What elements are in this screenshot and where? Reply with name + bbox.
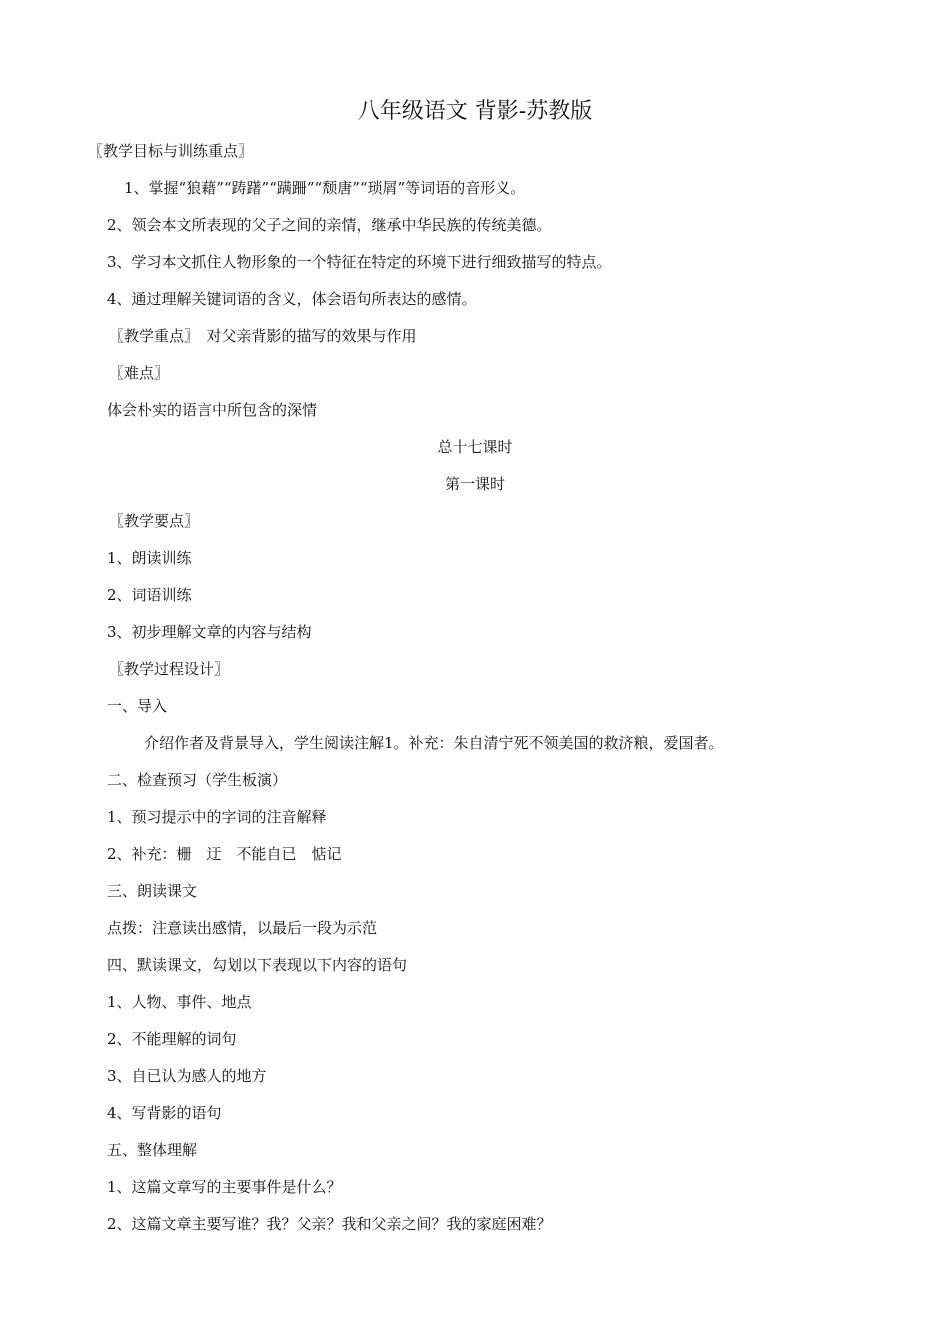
silent-reading-item-3: 3、自已认为感人的地方 (107, 1067, 267, 1085)
teaching-point-1: 1、朗读训练 (107, 549, 192, 567)
lesson-one-label: 第一课时 (444, 475, 505, 493)
objective-line-3: 3、学习本文抓住人物形象的一个特征在特定的环境下进行细致描写的特点。 (107, 253, 612, 271)
step-intro-heading: 一、导入 (107, 697, 168, 715)
teaching-point-2: 2、词语训练 (107, 586, 192, 604)
preview-item-2: 2、补充：栅 迂 不能自已 惦记 (107, 845, 342, 863)
difficulty-line: 体会朴实的语言中所包含的深情 (107, 401, 318, 419)
key-point-line: 〖教学重点〗 对父亲背影的描写的效果与作用 (109, 327, 417, 345)
section-heading-objectives: 〖教学目标与训练重点〗 (88, 142, 254, 160)
silent-reading-item-1: 1、人物、事件、地点 (107, 993, 252, 1011)
silent-reading-item-2: 2、不能理解的词句 (107, 1030, 237, 1048)
preview-item-1: 1、预习提示中的字词的注音解释 (107, 808, 327, 826)
overall-question-1: 1、这篇文章写的主要事件是什么？ (107, 1178, 342, 1196)
document-title: 八年级语文 背影-苏教版 (357, 99, 593, 124)
total-lessons-label: 总十七课时 (437, 438, 513, 456)
process-heading: 〖教学过程设计〗 (109, 660, 230, 678)
reading-hint: 点拨：注意读出感情，以最后一段为示范 (107, 919, 378, 937)
objective-line-4: 4、通过理解关键词语的含义，体会语句所表达的感情。 (107, 290, 477, 308)
step-silent-reading-heading: 四、默读课文，勾划以下表现以下内容的语句 (107, 956, 408, 974)
step-preview-heading: 二、检查预习（学生板演） (107, 771, 288, 789)
step-reading-heading: 三、朗读课文 (107, 882, 198, 900)
objective-line-1: 1、掌握“狼藉”“踌躇”“蹒跚”“颓唐”“琐屑”等词语的音形义。 (124, 179, 526, 197)
teaching-point-3: 3、初步理解文章的内容与结构 (107, 623, 312, 641)
teaching-points-heading: 〖教学要点〗 (109, 512, 200, 530)
overall-question-2: 2、这篇文章主要写谁？我？父亲？我和父亲之间？我的家庭困难？ (107, 1215, 552, 1233)
step-intro-text: 介绍作者及背景导入，学生阅读注解1。补充：朱自清宁死不领美国的救济粮，爱国者。 (144, 734, 724, 752)
difficulty-heading: 〖难点〗 (109, 364, 170, 382)
silent-reading-item-4: 4、写背影的语句 (107, 1104, 222, 1122)
step-overall-heading: 五、整体理解 (107, 1141, 198, 1159)
objective-line-2: 2、领会本文所表现的父子之间的亲情，继承中华民族的传统美德。 (107, 216, 552, 234)
